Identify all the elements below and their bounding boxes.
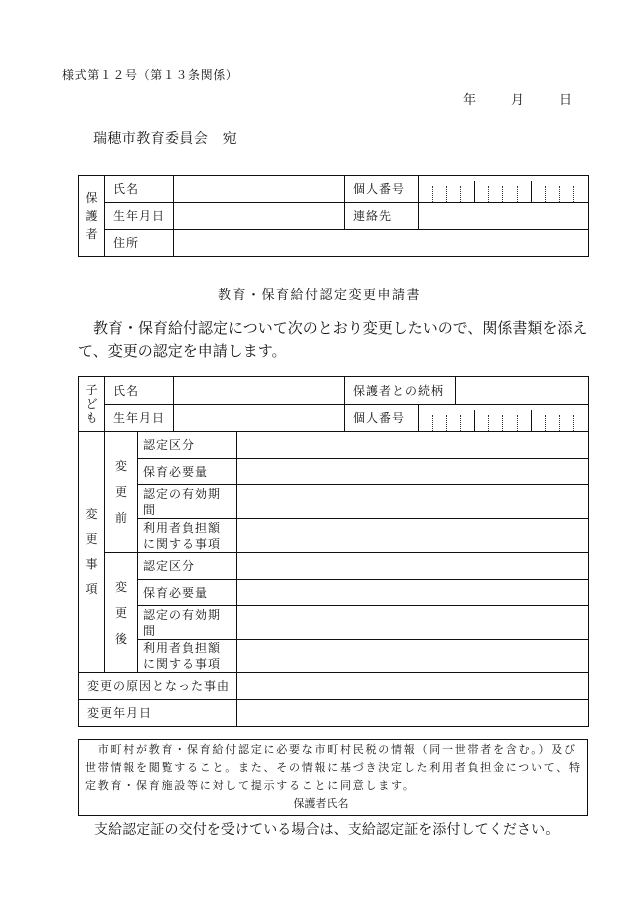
change-reason-label: 変更の原因となった事由 (79, 673, 237, 700)
after-user-fee-cell (138, 640, 237, 673)
id-digit-box[interactable] (546, 176, 560, 202)
id-digit-box[interactable] (419, 405, 433, 431)
guardian-name-field[interactable] (174, 176, 345, 203)
form-number: 様式第１２号（第１３条関係） (62, 68, 239, 82)
guardian-contact-label: 連絡先 (345, 203, 419, 230)
id-digit-box[interactable] (532, 176, 546, 202)
child-id-number-field[interactable] (419, 405, 589, 432)
id-digit-box[interactable] (503, 405, 517, 431)
before-certification-category-field[interactable] (237, 432, 589, 459)
child-id-digit-boxes (419, 405, 588, 431)
after-change-cell (105, 553, 138, 673)
after-certification-category-cell (138, 553, 237, 580)
changes-section-label: 変更事項 (85, 507, 98, 596)
guardian-name-label: 氏名 (105, 176, 174, 203)
footer-note: 支給認定証の交付を受けている場合は、支給認定証を添付してください。 (94, 823, 560, 838)
guardian-address-label: 住所 (105, 230, 174, 257)
id-digit-box[interactable] (574, 405, 588, 431)
after-validity-period-field[interactable] (237, 606, 589, 640)
consent-box (78, 739, 588, 816)
before-change-cell (105, 432, 138, 553)
after-validity-period-cell (138, 606, 237, 640)
before-certification-category-cell (138, 432, 237, 459)
consent-text: 市町村が教育・保育給付認定に必要な市町村民税の情報（同一世帯者を含む。）及び世帯情報を閲覧すること。また、その情報に基づき決定した利用者負担金について、特定教育・保育施設等に対して提示することに同意します。 (85, 744, 582, 792)
change-reason-field[interactable] (237, 673, 589, 700)
after-certification-category-label: 認定区分 (143, 559, 196, 573)
before-user-fee-cell (138, 519, 237, 553)
id-digit-box[interactable] (518, 176, 532, 202)
child-section-cell (79, 377, 105, 432)
id-digit-box[interactable] (447, 176, 461, 202)
child-name-field[interactable] (174, 377, 345, 405)
guardian-section-cell (79, 176, 105, 257)
child-relationship-label: 保護者との続柄 (345, 377, 456, 405)
after-validity-period-label: 認定の有効期間 (143, 607, 222, 638)
after-change-label: 変更後 (115, 579, 128, 646)
child-birthdate-field[interactable] (174, 405, 345, 432)
id-digit-box[interactable] (560, 405, 574, 431)
after-user-fee-field[interactable] (237, 640, 589, 673)
before-user-fee-label: 利用者負担額に関する事項 (143, 520, 222, 551)
child-relationship-field[interactable] (456, 377, 589, 405)
changes-section-cell (79, 432, 105, 673)
before-care-amount-field[interactable] (237, 459, 589, 485)
id-digit-box[interactable] (475, 405, 489, 431)
child-id-number-label: 個人番号 (345, 405, 419, 432)
before-validity-period-field[interactable] (237, 485, 589, 519)
before-care-amount-label: 保育必要量 (143, 464, 209, 479)
id-digit-box[interactable] (489, 176, 503, 202)
id-digit-box[interactable] (489, 405, 503, 431)
before-care-amount-cell (138, 459, 237, 485)
id-digit-box[interactable] (503, 176, 517, 202)
consent-signature-label: 保護者氏名 (293, 798, 349, 810)
guardian-section-label: 保護者 (85, 191, 98, 241)
guardian-id-number-field[interactable] (419, 176, 589, 203)
id-digit-box[interactable] (447, 405, 461, 431)
change-date-label: 変更年月日 (79, 700, 237, 727)
before-change-label: 変更前 (115, 459, 128, 525)
id-digit-box[interactable] (560, 176, 574, 202)
after-care-amount-field[interactable] (237, 580, 589, 606)
after-certification-category-field[interactable] (237, 553, 589, 580)
after-care-amount-cell (138, 580, 237, 606)
child-change-table (78, 376, 589, 727)
id-digit-box[interactable] (461, 176, 475, 202)
after-care-amount-label: 保育必要量 (143, 585, 209, 600)
before-validity-period-cell (138, 485, 237, 519)
guardian-id-number-label: 個人番号 (345, 176, 419, 203)
child-birthdate-label: 生年月日 (105, 405, 174, 432)
id-digit-box[interactable] (532, 405, 546, 431)
id-digit-box[interactable] (574, 176, 588, 202)
id-digit-box[interactable] (433, 176, 447, 202)
id-digit-box[interactable] (419, 176, 433, 202)
change-date-field[interactable] (237, 700, 589, 727)
before-validity-period-label: 認定の有効期間 (143, 486, 222, 517)
child-name-label: 氏名 (105, 377, 174, 405)
id-digit-box[interactable] (546, 405, 560, 431)
after-user-fee-label: 利用者負担額に関する事項 (143, 641, 222, 671)
id-digit-box[interactable] (433, 405, 447, 431)
child-section-label: 子ども (85, 383, 98, 425)
application-date-line: 年 月 日 (463, 92, 576, 107)
before-user-fee-field[interactable] (237, 519, 589, 553)
before-certification-category-label: 認定区分 (143, 438, 196, 452)
guardian-table (78, 175, 589, 257)
guardian-birthdate-field[interactable] (174, 203, 345, 230)
guardian-birthdate-label: 生年月日 (105, 203, 174, 230)
intro-paragraph: 教育・保育給付認定について次のとおり変更したいので、関係書類を添えて、変更の認定を申請します。 (78, 321, 588, 360)
guardian-contact-field[interactable] (419, 203, 589, 230)
addressee: 瑞穂市教育委員会 宛 (93, 132, 237, 147)
id-digit-box[interactable] (475, 176, 489, 202)
guardian-id-digit-boxes (419, 176, 588, 202)
id-digit-box[interactable] (518, 405, 532, 431)
guardian-address-field[interactable] (174, 230, 589, 257)
document-title: 教育・保育給付認定変更申請書 (218, 287, 422, 302)
id-digit-box[interactable] (461, 405, 475, 431)
